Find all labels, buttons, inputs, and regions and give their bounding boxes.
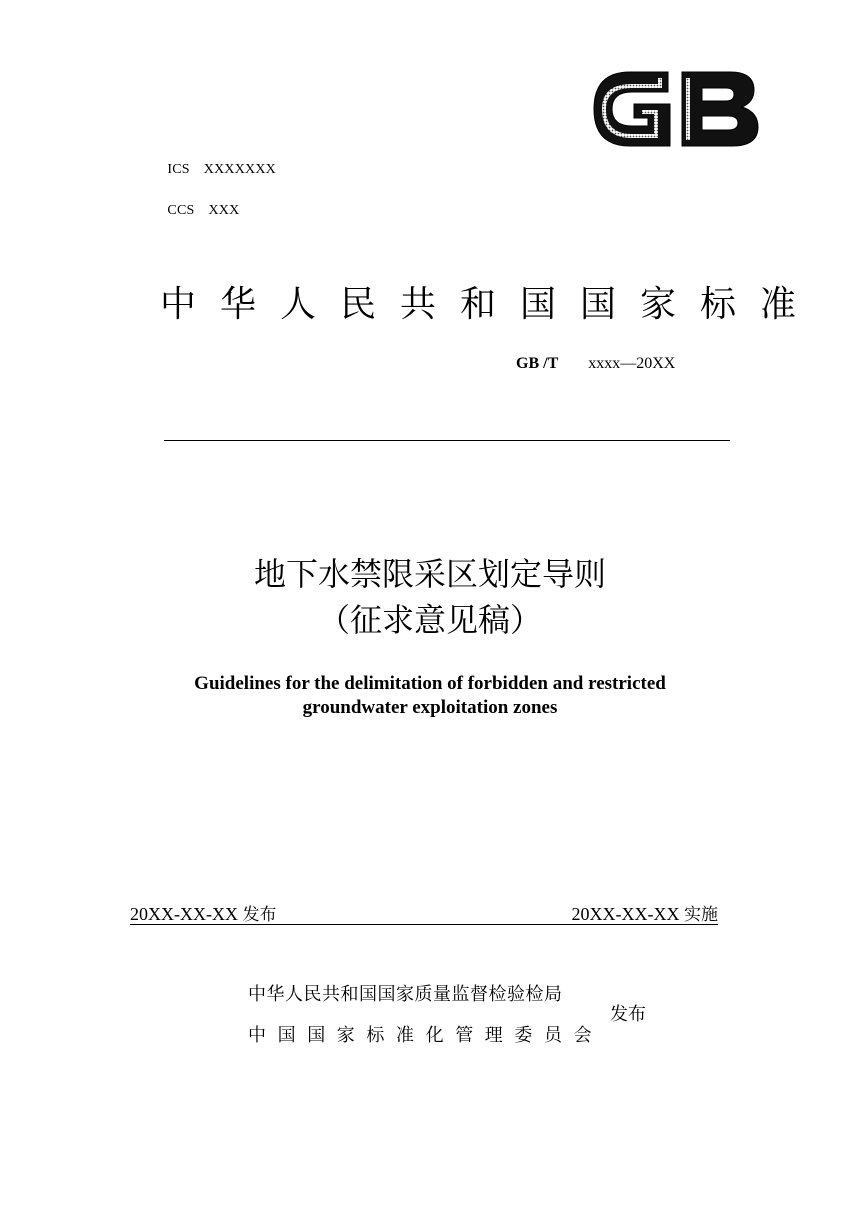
publish-label: 发布 [610,1004,646,1025]
ccs-label: CCS [167,203,195,218]
issuer-org-1: 中华人民共和国国家质量监督检验检局 [248,984,563,1005]
document-title-cn: 地下水禁限采区划定导则 [253,555,606,593]
ics-line [160,146,276,178]
implement-date: 20XX-XX-XX [571,904,680,924]
national-standard-title: 中华人民共和国国家标准 [160,284,821,325]
gb-standard-logo [590,66,760,152]
release-label: 发布 [242,905,277,925]
ics-label: ICS [167,162,190,177]
issuer-org-2: 中国国家标准化管理委员会 [248,1025,604,1046]
document-subtitle-cn: （征求意见稿） [317,601,542,639]
document-title-en-line1: Guidelines for the delimitation of forbidden and restricted [194,673,666,694]
ccs-value: XXX [208,203,240,218]
release-date-group [130,900,276,925]
standard-code [516,355,675,373]
header-divider [164,440,730,441]
release-date: 20XX-XX-XX [130,904,238,924]
standard-code-prefix: GB /T [516,355,559,372]
ics-value: XXXXXXX [203,162,276,177]
document-title-en-line2: groundwater exploitation zones [302,697,558,718]
implement-date-group [572,900,718,925]
implement-label: 实施 [684,905,718,925]
date-row [130,900,718,925]
ccs-line [160,187,239,219]
standard-code-number: xxxx—20XX [588,355,676,372]
